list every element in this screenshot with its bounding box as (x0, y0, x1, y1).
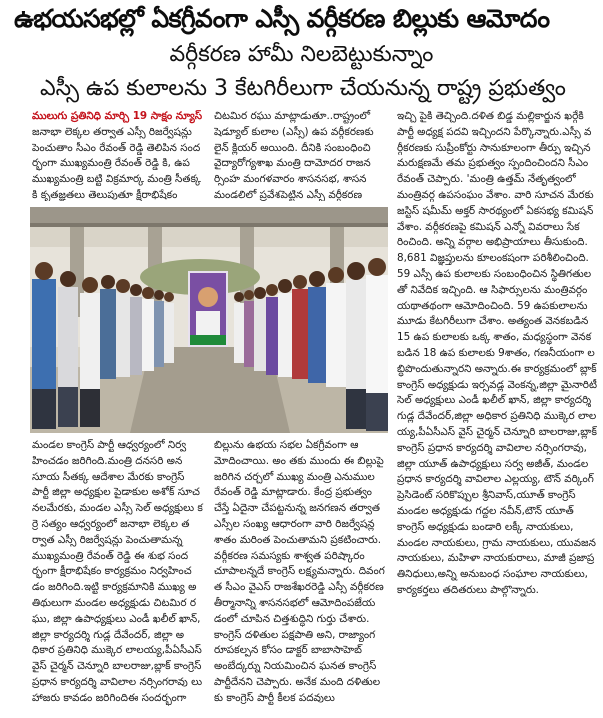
column-5-text: బిల్లును ఉభయ సభల ఏకగ్రీవంగా ఆమోదించాయి. అం తకు ముందు ఈ బిల్లుపై జరిగిన చర్చలో ముఖ్య మంత్రి ఎనుముల రేవంత్ రెడ్డి మాట్లాడారు. కేంద్ర ప్రభుత్వం చేస్తే ఏదైనా చేపట్టనున్న జనగణన తర్వాత ఎస్సీల సంఖ్య ఆధారంగా వారి రిజర్వేషన్ల శాతం మరింత పెంచుతామని ప్రకటించారు. వర్గీకరణ సమస్యకు శాశ్వత పరిష్కారం చూపాలన్నదే కాంగ్రెస్ లక్ష్యమన్నారు. దివంగత సీఎం వైఎస్ రాజశేఖరరెడ్డి ఎస్సీ వర్గీకరణ తీర్మానాన్ని శాసనసభలో ఆమోదింపజేయడంలో చూపిన చిత్తశుద్ధిని గుర్తు చేశారు. కాంగ్రెస్ దళితుల పక్షపాతి అని, రాజ్యాంగ రూపకల్పన కోసం డాక్టర్ బాబాసాహెబ్ అంబేద్కర్ను నియమించిన ఘనత కాంగ్రెస్ పార్టీదేనని చెప్పారు. అనేక మంది దళితులకు కాంగ్రెస్ పార్టీ కీలక పదవులు (214, 439, 385, 704)
article-column-1 (32, 109, 204, 201)
column-1-text: జనాభా లెక్కల తర్వాత ఎస్సీ రిజర్వేషన్లు పెంచుతాం సీఎం రేవంత్ రెడ్డి తెలిపిన సందర్భంగా ముఖ్యమంత్రి రేవంత్ రెడ్డి కి, ఉప ముఖ్యమంత్రి బట్టి విక్రమార్క మంత్రి సీతక్క కి కృతజ్ఞతలు తెలుపుతూ క్షీరాభిషేకం (32, 125, 201, 201)
column-2-text: చిటమిర రఘు మాట్లాడుతూ..రాష్ట్రంలో షెడ్యూల్ కులాల (ఎస్సీ) ఉప వర్గీకరణకు లైన్ క్లియర్ అయింది. దీనికి సంబంధించి వైద్యారోగ్యశాఖ మంత్రి దామోదర రాజనర్సింహ మంగళవారం శాసనసభ, శాసనమండలిలో ప్రవేశపెట్టిన ఎస్సీ వర్గీకరణ (214, 110, 374, 201)
article-column-2 (214, 109, 388, 201)
subheadline-primary: వర్గీకరణ హామీ నిలబెట్టుకున్నాం (169, 42, 434, 67)
event-photo-illustration (30, 207, 388, 433)
column-3-text: ఇచ్చి పైకి తెచ్చింది.దళిత బిడ్డ మల్లికార్జున ఖర్గేకి పార్టీ అధ్యక్ష పదవి ఇచ్చిందని పేర్కొన్నారు.ఎస్సీ వర్గీకరణకు సుప్రీంకోర్టు సానుకూలంగా తీర్పు ఇచ్చిన మరుక్షణమే తమ ప్రభుత్వం స్పందించిందని సీఎం రేవంత్ చెప్పారు. 'మంత్రి ఉత్తమ్ నేతృత్వంలో మంత్రివర్గ ఉపసంఘం వేశాం. వారి సూచన మేరకు జస్టిస్ షమీమ్ అక్తర్ సారథ్యంలో ఏకసభ్య కమిషన్ వేశాం. వర్గీకరణపై కమిషన్ ఎన్నో వివరాలు సేకరించింది. అన్ని వర్గాల అభిప్రాయాలు తీసుకుంది. 8,681 విజ్ఞప్తులను కూలంకషంగా పరిశీలించింది. 59 ఎస్సీ ఉప కులాలకు సంబంధించిన స్థితిగతులతో నివేదిక ఇచ్చింది. ఆ సిఫార్సులను మంత్రివర్గం యథాతథంగా ఆమోదించింది. 59 ఉపకులాలను మూడు కేటగిరీలుగా చేశాం. అత్యంత వెనకబడిన 15 ఉప కులాలకు ఒక్క శాతం, మధ్యస్థంగా వెనకబడిన 18 ఉప కులాలకు 9శాతం, గణనీయంగా లబ్ధిపొందుతున్నారని అన్నారు.ఈ కార్యక్రమంలో బ్లాక్ కాంగ్రెస్ అధ్యక్షుడు ఇర్సవడ్ల వెంకన్న,జిల్లా మైనారిటీ సెల్ అధ్యక్షులు ఎండీ ఖలీల్ ఖాన్, జిల్లా కార్యదర్శి గుడ్ల దేవేందర్,జిల్లా అధికార ప్రతినిధి ముక్కెర లాలయ్య,పీఏసీఎస్ వైస్ చైర్మన్ చెన్నూరి బాలరాజు,బ్లాక్ కాంగ్రెస్ ప్రధాన కార్యదర్శి వావిలాల నర్సింగరావు,జిల్లా యూత్ ఉపాధ్యక్షులు సర్వ అజీత్, మండల ప్రధాన కార్యదర్శి వావిలాల ఎల్లయ్య, టౌన్ వర్కింగ్ ప్రెసిడెంట్ సరికొప్పుల శ్రీనివాస్,యూత్ కాంగ్రెస్ మండల అధ్యక్షుడు గద్దల నవీన్,టౌన్ యూత్ కాంగ్రెస్ అధ్యక్షుడు బండారి లక్కీ నాయకులు, మండల నాయకులు, గ్రామ నాయకులు, యువజన నాయకులు, మహిళా నాయకురాలు, మాజీ ప్రజాప్రతినిధులు,అన్ని అనుబంధ సంఘాల నాయకులు, కార్యకర్తలు తదితరులు పాల్గొన్నారు. (397, 110, 597, 596)
subheadline-secondary: ఎస్సీ ఉప కులాలను 3 కేటగిరీలుగా చేయనున్న రాష్ట్ర ప్రభుత్వం (40, 76, 566, 101)
headline: ఉభయసభల్లో ఏకగ్రీవంగా ఎస్సీ వర్గీకరణ బిల్లుకు ఆమోదం (14, 4, 550, 33)
article-column-3 (397, 109, 597, 713)
article-column-5 (214, 438, 388, 714)
dateline: ములుగు ప్రతినిధి మార్చి 19 సాక్షం న్యూస్ (32, 110, 203, 122)
column-4-text: మండల కాంగ్రెస్ పార్టీ ఆధ్వర్యంలో నిర్వహించడం జరిగింది.మంత్రి దనసరి అనసూయ సీతక్క ఆదేశాల మేరకు కాంగ్రెస్ పార్టీ జిల్లా అధ్యక్షుల పైడాకుల అశోక్ సూచనలమేరకు, మండల ఎస్సీ సెల్ అధ్యక్షులు కర్రె సత్యం ఆధ్వర్యంలో జనాభా లెక్కల తర్వాత ఎస్సీ రిజర్వేషన్లు పెంచుతామన్న ముఖ్యమంత్రి రేవంత్ రెడ్డి ఈ శుభ సందర్భంగా క్షీరాభిషేకం కార్యక్రమం నిర్వహించడం జరిగింది.ఇట్టి కార్యక్రమానికి ముఖ్య అతిథులుగా మండల అధ్యక్షుడు చిటమిర రఘు, జిల్లా ఉపాధ్యక్షులు ఎండీ ఖలీల్ ఖాన్, జిల్లా కార్యదర్శి గుడ్ల దేవేందర్, జిల్లా అధికార ప్రతినిధి ముక్కెర లాలయ్య,పీఏసీఎస్ వైస్ చైర్మన్ చెన్నూరి బాలరాజు,బ్లాక్ కాంగ్రెస్ ప్రధాన కార్యదర్శి వావిలాల నర్సింగరావు లు హాజరు కావడం జరిగిందిఈ సందర్భంగా (32, 439, 203, 704)
event-photo (30, 207, 388, 433)
article-column-4 (32, 438, 204, 714)
